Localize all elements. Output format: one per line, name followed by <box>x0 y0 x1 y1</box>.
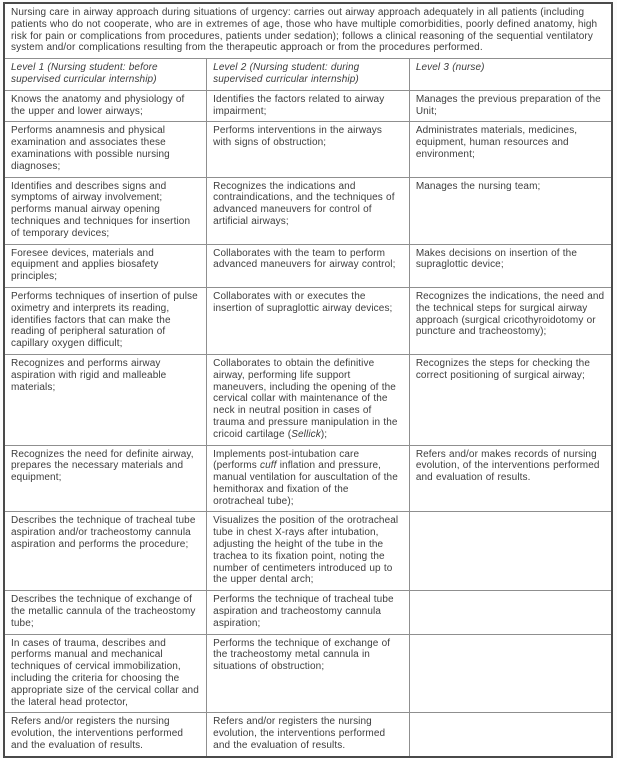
table-cell: Performs anamnesis and physical examination and associates these examinations with possible nursing diagnoses; <box>4 122 207 177</box>
table-cell: Administrates materials, medicines, equipment, human resources and environment; <box>409 122 612 177</box>
table-cell: Manages the previous preparation of the Unit; <box>409 90 612 122</box>
table-row <box>4 244 612 287</box>
table-cell: Collaborates with or executes the insertion of supraglottic airway devices; <box>207 287 410 354</box>
table-cell: Performs the technique of exchange of the tracheostomy metal cannula in situations of obstruction; <box>207 634 410 713</box>
table-cell: Recognizes the steps for checking the correct positioning of surgical airway; <box>409 354 612 445</box>
intro-row <box>4 3 612 59</box>
table-row <box>4 287 612 354</box>
table-cell: Refers and/or registers the nursing evolution, the interventions performed and the evaluation of results. <box>4 713 207 757</box>
table-cell: Collaborates to obtain the definitive airway, performing life support maneuvers, including the opening of the cervical collar with maintenance of the neck in neutral position in cases of trauma and pressure manipulation in the cricoid cartilage (Sellick); <box>207 354 410 445</box>
table-cell: Recognizes the indications, the need and the technical steps for surgical airway approach (surgical cricothyroidotomy or puncture and tracheostomy); <box>409 287 612 354</box>
table-cell <box>409 512 612 591</box>
table-cell <box>409 634 612 713</box>
column-header-row <box>4 59 612 91</box>
table-row <box>4 177 612 244</box>
table-cell: Identifies the factors related to airway impairment; <box>207 90 410 122</box>
table-intro-cell: Nursing care in airway approach during situations of urgency: carries out airway approach adequately in all patients (including patients who do not cooperate, who are in extremes of age, those who have multiple comorbidities, poorly defined anatomy, high risk for pain or complications from procedures, patients under sedation); follows a clinical reasoning of the sequential ventilatory system and/or complications resulting from the therapeutic approach or from the procedures performed. <box>4 3 612 59</box>
table-cell: Identifies and describes signs and symptoms of airway involvement; performs manual airway opening techniques and techniques for insertion of temporary devices; <box>4 177 207 244</box>
table-cell: In cases of trauma, describes and performs manual and mechanical techniques of cervical immobilization, including the criteria for choosing the appropriate size of the cervical collar and the lateral head protector, <box>4 634 207 713</box>
table-row <box>4 634 612 713</box>
column-header-level3: Level 3 (nurse) <box>409 59 612 91</box>
table-cell: Implements post-intubation care (performs cuff inflation and pressure, manual ventilation for auscultation of the hemithorax and fixation of the orotracheal tube); <box>207 445 410 512</box>
table-cell: Knows the anatomy and physiology of the upper and lower airways; <box>4 90 207 122</box>
table-row <box>4 122 612 177</box>
table-cell: Recognizes and performs airway aspiration with rigid and malleable materials; <box>4 354 207 445</box>
column-header-level2: Level 2 (Nursing student: during supervised curricular internship) <box>207 59 410 91</box>
table-row <box>4 713 612 757</box>
table-cell: Recognizes the need for definite airway, prepares the necessary materials and equipment; <box>4 445 207 512</box>
table-cell: Describes the technique of tracheal tube aspiration and/or tracheostomy cannula aspiration and performs the procedure; <box>4 512 207 591</box>
table-cell <box>409 591 612 634</box>
table-cell: Refers and/or registers the nursing evolution, the interventions performed and the evaluation of results. <box>207 713 410 757</box>
column-header-level1: Level 1 (Nursing student: before supervised curricular internship) <box>4 59 207 91</box>
table-body <box>4 3 612 757</box>
table-row <box>4 354 612 445</box>
table-cell: Manages the nursing team; <box>409 177 612 244</box>
table-cell: Performs techniques of insertion of pulse oximetry and interprets its reading, identifies factors that can make the reading of peripheral saturation of capillary oxygen difficult; <box>4 287 207 354</box>
table-row <box>4 90 612 122</box>
table-cell: Visualizes the position of the orotracheal tube in chest X-rays after intubation, adjusting the height of the tube in the trachea to its fixation point, noting the number of centimeters introduced up to the upper dental arch; <box>207 512 410 591</box>
table-row <box>4 591 612 634</box>
table-cell: Refers and/or makes records of nursing evolution, of the interventions performed and evaluation of results. <box>409 445 612 512</box>
table-cell: Describes the technique of exchange of the metallic cannula of the tracheostomy tube; <box>4 591 207 634</box>
table-cell: Makes decisions on insertion of the supraglottic device; <box>409 244 612 287</box>
table-cell: Recognizes the indications and contraindications, and the techniques of advanced maneuvers for control of artificial airways; <box>207 177 410 244</box>
table-row <box>4 512 612 591</box>
table-cell: Foresee devices, materials and equipment and applies biosafety principles; <box>4 244 207 287</box>
table-cell: Collaborates with the team to perform advanced maneuvers for airway control; <box>207 244 410 287</box>
table-row <box>4 445 612 512</box>
table-cell <box>409 713 612 757</box>
competency-table <box>3 2 613 758</box>
table-cell: Performs the technique of tracheal tube aspiration and tracheostomy cannula aspiration; <box>207 591 410 634</box>
table-cell: Performs interventions in the airways with signs of obstruction; <box>207 122 410 177</box>
